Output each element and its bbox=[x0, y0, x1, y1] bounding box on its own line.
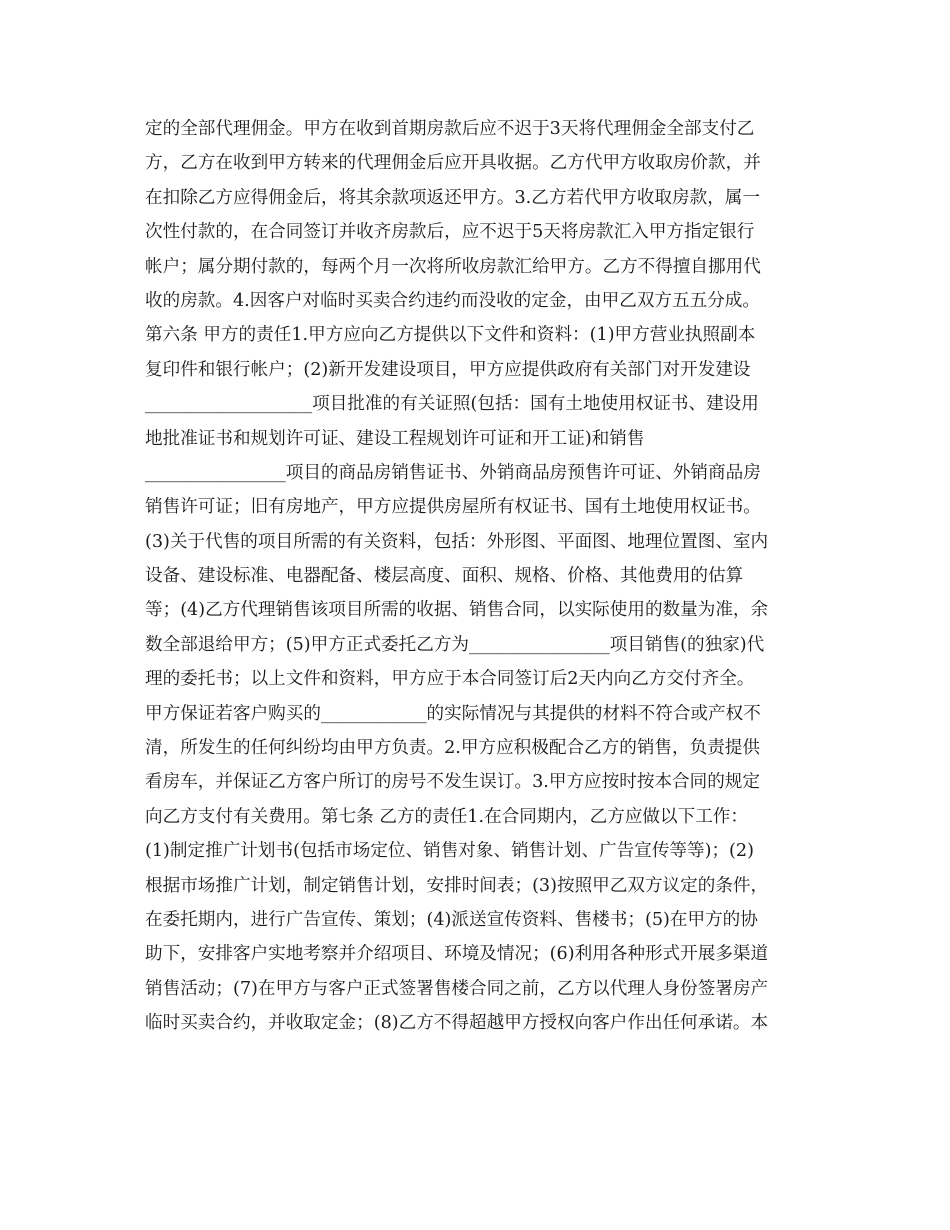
text-line: 销售活动；(7)在甲方与客户正式签署售楼合同之前，乙方以代理人身份签署房产 bbox=[145, 978, 769, 999]
text-line: 向乙方支付有关费用。第七条 乙方的责任1.在合同期内，乙方应做以下工作： bbox=[145, 806, 748, 827]
text-line: 销售许可证；旧有房地产，甲方应提供房屋所有权证书、国有土地使用权证书。 bbox=[145, 497, 761, 518]
text-line: 复印件和银行帐户；(2)新开发建设项目，甲方应提供政府有关部门对开发建设 bbox=[145, 359, 751, 380]
text-line: 帐户；属分期付款的，每两个月一次将所收房款汇给甲方。乙方不得擅自挪用代 bbox=[145, 256, 761, 277]
text-line: 看房车，并保证乙方客户所订的房号不发生误订。3.甲方应按时按本合同的规定 bbox=[145, 772, 760, 793]
text-line: 设备、建设标准、电器配备、楼层高度、面积、规格、价格、其他费用的估算 bbox=[145, 566, 744, 587]
text-line: 临时买卖合约，并收取定金；(8)乙方不得超越甲方授权向客户作出任何承诺。本 bbox=[145, 1013, 769, 1034]
text-line: 根据市场推广计划，制定销售计划，安排时间表；(3)按照甲乙双方议定的条件， bbox=[145, 875, 769, 896]
text-line: 地批准证书和规划许可证、建设工程规划许可证和开工证)和销售 bbox=[145, 428, 645, 449]
contract-body-text bbox=[145, 112, 825, 1041]
text-line: 理的委托书；以上文件和资料，甲方应于本合同签订后2天内向乙方交付齐全。 bbox=[145, 669, 755, 690]
text-line: ___________________项目批准的有关证照(包括：国有土地使用权证书、建设用 bbox=[145, 394, 759, 415]
text-line: 在扣除乙方应得佣金后，将其余款项返还甲方。3.乙方若代甲方收取房款，属一 bbox=[145, 187, 760, 208]
text-line: ________________项目的商品房销售证书、外销商品房预售许可证、外销商品房 bbox=[145, 462, 761, 483]
text-line: 第六条 甲方的责任1.甲方应向乙方提供以下文件和资料：(1)甲方营业执照副本 bbox=[145, 325, 756, 346]
text-line: 在委托期内，进行广告宣传、策划；(4)派送宣传资料、售楼书；(5)在甲方的协 bbox=[145, 909, 758, 930]
text-line: 助下，安排客户实地考察并介绍项目、环境及情况；(6)利用各种形式开展多渠道 bbox=[145, 944, 769, 965]
text-line: 清，所发生的任何纠纷均由甲方负责。2.甲方应积极配合乙方的销售，负责提供 bbox=[145, 738, 760, 759]
text-line: 收的房款。4.因客户对临时买卖合约违约而没收的定金，由甲乙双方五五分成。 bbox=[145, 290, 760, 311]
text-line: (1)制定推广计划书(包括市场定位、销售对象、销售计划、广告宣传等等)；(2) bbox=[145, 841, 754, 862]
text-line: 等；(4)乙方代理销售该项目所需的收据、销售合同，以实际使用的数量为准，余 bbox=[145, 600, 769, 621]
text-line: 数全部退给甲方；(5)甲方正式委托乙方为________________项目销售(的独家)代 bbox=[145, 634, 765, 655]
text-line: 次性付款的，在合同签订并收齐房款后，应不迟于5天将房款汇入甲方指定银行 bbox=[145, 222, 755, 243]
text-line: 甲方保证若客户购买的____________的实际情况与其提供的材料不符合或产权不 bbox=[145, 703, 761, 724]
text-line: 定的全部代理佣金。甲方在收到首期房款后应不迟于3天将代理佣金全部支付乙 bbox=[145, 119, 755, 139]
text-line: 方，乙方在收到甲方转来的代理佣金后应开具收据。乙方代甲方收取房价款，并 bbox=[145, 153, 761, 174]
text-line: (3)关于代售的项目所需的有关资料，包括：外形图、平面图、地理位置图、室内 bbox=[145, 531, 769, 552]
